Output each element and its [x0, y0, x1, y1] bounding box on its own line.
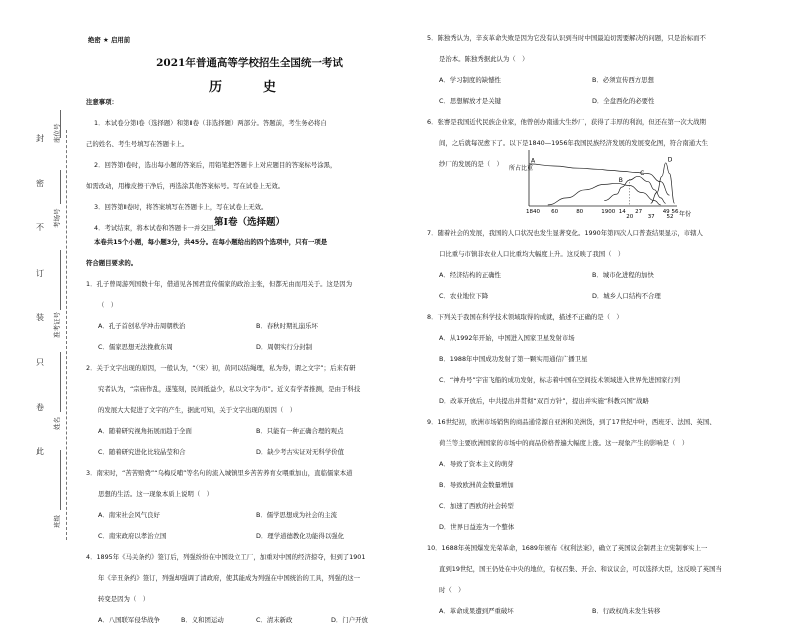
note-line: 如需改动，用橡皮擦干净后，再选涂其他答案标号。写在试卷上无效。	[86, 182, 285, 190]
name-line	[60, 352, 62, 412]
option[interactable]: D．门户开放	[331, 616, 368, 624]
option[interactable]: C．随着研究进化比较晶莹和合	[98, 448, 186, 456]
question-stem: 思想的生活。这一现象本质上说明（ ）	[98, 490, 214, 498]
option[interactable]: C．加速了西欧的社会转型	[439, 502, 514, 510]
x-tick-label: 49	[662, 209, 670, 215]
question-stem: 口比重与市镇非农业人口比重均大幅度上升。这反映了我国（ ）	[439, 250, 625, 258]
option[interactable]: A．孔子首创私学冲击周朝秩治	[98, 322, 186, 330]
seal-char: 装	[36, 313, 44, 322]
question-stem: 纱厂的发展的是（ ）	[439, 160, 503, 168]
question-stem: （ ）	[98, 301, 118, 309]
question-stem: 转变是因为（ ）	[98, 595, 150, 603]
series-label-d: D	[667, 156, 673, 164]
option[interactable]: B．只能有一种正确合理的观点	[256, 427, 344, 435]
question-8	[427, 307, 777, 412]
option[interactable]: C．南宋政府以孝治立国	[98, 532, 167, 540]
exam-title: 2021年普通高等学校招生全国统一考试	[156, 57, 343, 69]
question-stem: 时（ ）	[439, 586, 465, 594]
note-line: 己的姓名、考生号填写在答题卡上。	[86, 140, 189, 148]
note-line: 3．回答第Ⅱ卷时，将答案填写在答题卡上，写在试卷上无效。	[94, 203, 268, 211]
seal-char: 不	[36, 223, 44, 232]
secret-mark: 绝密 ★ 启用前	[88, 36, 131, 44]
series-label-b: B	[618, 176, 623, 184]
question-stem: 1．孔子曾周游列国数十年，借道见各国君宣传儒家的政治主张，但都无由而用关于。这是因为	[86, 280, 353, 288]
section-intro: 本卷共15个小题，每小题3分，共45分。在每小题给出的四个选项中，只有一项是	[94, 238, 328, 246]
question-7	[427, 223, 777, 307]
series-label-c: C	[640, 169, 645, 177]
question-stem: 的发展大大促进了文字的产生，据此可知，关于文字出现的原因（ ）	[98, 406, 297, 414]
option[interactable]: A．学习制度的缺憾性	[439, 76, 501, 84]
x-axis-label: 年份	[679, 211, 692, 218]
option[interactable]: B．春秋时期礼崩乐坏	[256, 322, 318, 330]
left-question-list	[86, 232, 416, 631]
series-line-b	[548, 183, 661, 205]
seal-char: 封	[36, 134, 44, 143]
question-stem: 10．1688年英国爆发光荣革命，1689年颁布《权利法案》，确立了英国议会制君主立宪制事实上一	[427, 544, 708, 552]
option[interactable]: C．“神舟号”宇宙飞船的成功发射，标志着中国在空间技术领域进入世界先进国家行列	[439, 376, 681, 384]
option[interactable]: C．清末新政	[256, 616, 293, 624]
option[interactable]: B．必须宣传西方思想	[592, 76, 654, 84]
question-4	[86, 547, 416, 631]
question-stem: 直到19世纪，国王仍处在中央的地位，有权召集、开会、和议议会，可以选择大臣，这反映了英国当	[439, 565, 722, 573]
question-stem: 5．陈独秀认为，辛亥革命失败是因为它没有认识到当时中国最迫切需要解决的问题，只是治标而不	[427, 34, 706, 42]
x-tick-label: 27	[635, 209, 643, 215]
question-5	[427, 28, 777, 112]
question-stem: 是治本。陈独秀据此认为（ ）	[439, 55, 529, 63]
series-line-a	[529, 164, 670, 195]
option[interactable]: D．全盘西化的必要性	[592, 97, 655, 105]
seal-char: 卷	[36, 403, 44, 412]
option[interactable]: C．儒家思想无法挽救东周	[98, 343, 173, 351]
option[interactable]: D．城乡人口结构不合理	[592, 292, 661, 300]
seal-char: 密	[36, 179, 44, 188]
question-stem: 7．随着社会的发展，我国的人口状况也发生显著变化。1990年第四次人口普查结果显示，市辖人	[427, 229, 703, 237]
question-stem: 荷兰等主要欧洲国家的市场中的商品价格普遍大幅度上涨。这一现象产生的影响是（ ）	[439, 439, 689, 447]
option[interactable]: B．导致欧洲黄金数量增加	[439, 481, 514, 489]
option[interactable]: D．世界日益连为一个整体	[439, 523, 515, 531]
question-stem: 2．关于文字出现的原因，一般认为，“（宋）初，黄同以结绳理，私为券，谓之文字”；后来有研	[86, 364, 356, 372]
subject-title: 历 史	[208, 80, 290, 95]
economy-line-chart	[507, 146, 692, 220]
option[interactable]: A．南宋社会风气良好	[98, 511, 160, 519]
x-tick-label: 14	[618, 209, 626, 215]
series-label-a: A	[531, 157, 536, 165]
ticket-number-line	[60, 250, 62, 310]
option[interactable]: A．导致了资本主义的萌芽	[439, 460, 514, 468]
option[interactable]: D．理学道德教化功能得以强化	[256, 532, 344, 540]
note-line: 4．考试结束，将本试卷和答题卡一并交回。	[94, 224, 220, 232]
name-label: 姓名	[53, 417, 61, 430]
note-line: 2．回答第Ⅰ卷时，选出每小题的答案后，用铅笔把答题卡上对应题目的答案标号涂黑，	[94, 161, 337, 169]
y-axis-label: 所占比重	[509, 165, 534, 172]
option[interactable]: B．城市化进程的加快	[592, 271, 654, 279]
x-tick-label: 52	[666, 214, 674, 220]
option[interactable]: C．思想解放才是关键	[439, 97, 501, 105]
x-tick-label: 37	[647, 214, 655, 220]
right-question-list-2	[427, 223, 777, 622]
seat-number-label: 座位号	[53, 123, 61, 143]
class-label: 班级	[53, 515, 61, 528]
note-line: 1．本试卷分第Ⅰ卷（选择题）和第Ⅱ卷（非选择题）两部分。答题前，考生务必将自	[94, 119, 327, 127]
seat-number-line	[60, 110, 62, 138]
question-stem: 年《辛丑条约》签订，列强却强调了清政府，使其能成为列强在中国统治的工具，列强的这一	[98, 574, 361, 582]
option[interactable]: A．革命成果遭到严重破坏	[439, 607, 514, 615]
question-stem: 3．南宋时，“苦苦赔费”“乌梅反哺”等名句的流入城镇里乡苦苦养育女喂重加山，直临儒家本道	[86, 469, 353, 477]
x-tick-label: 56	[671, 209, 679, 215]
class-line	[60, 450, 62, 510]
question-stem: 9．16世纪初，欧洲市场销售的商品通常源自亚洲和美洲货，到了17世纪中叶，西班牙、法国、英国、	[427, 418, 716, 426]
x-tick-label: 1840	[526, 209, 540, 215]
exam-room-label: 考场号	[53, 208, 61, 228]
seal-char: 此	[36, 447, 44, 456]
option[interactable]: B．1988年中国成功发射了第一颗实用通信广播卫星	[439, 355, 588, 363]
question-stem: 4．1895年《马关条约》签订后，列强纷纷在中国设立工厂，加重对中国的经济掠夺，但到了1901	[86, 553, 366, 561]
question-1	[86, 274, 416, 358]
seal-char: 订	[36, 269, 44, 278]
seal-char: 只	[36, 358, 44, 367]
question-10	[427, 538, 777, 622]
question-2	[86, 358, 416, 463]
seal-dashed-line	[66, 130, 67, 540]
option[interactable]: A．八国联军侵华战争	[98, 616, 160, 624]
question-stem: 6．张謇是我国近代民族企业家，他曾创办南通大生纱厂，获得了丰厚的利润，但还在第一次大战期	[427, 118, 706, 126]
option[interactable]: C．农业地位下降	[439, 292, 489, 300]
option[interactable]: A．随着研究视角拓展而趋于全面	[98, 427, 192, 435]
notes-heading: 注意事项：	[86, 98, 118, 106]
option[interactable]: D．周朝实行分封制	[256, 343, 313, 351]
ticket-number-label: 准考证号	[53, 312, 61, 338]
option[interactable]: A．从1992年开始，中国进入国家卫星发射市场	[439, 334, 575, 342]
section-intro: 符合题目要求的。	[86, 259, 138, 267]
binding-margin	[0, 0, 80, 562]
section-title: 第Ⅰ卷（选择题）	[214, 217, 285, 228]
question-stem: 间，之后就每况愈下了。以下是1840—1956年我国民族经济发展的发展变化图，符合南通大生	[439, 139, 708, 147]
option[interactable]: B．行政权尚未发生转移	[592, 607, 661, 615]
question-stem: 8．下列关于我国在科学技术领域取得的成就，描述不正确的是（ ）	[427, 313, 623, 321]
option[interactable]: D．改革开放后，中共提出并贯彻“双百方针”，提出并实施“科教兴国”战略	[439, 397, 649, 405]
option[interactable]: B．义和团运动	[181, 616, 224, 624]
series-line-c	[604, 176, 665, 203]
x-tick-label: 20	[626, 214, 634, 220]
question-9	[427, 412, 777, 538]
question-3	[86, 463, 416, 547]
question-stem: 究者认为，“宗庙作乱，遂笺刻，民间抵益少，私以文字为市”。近义有学者推测，是由于科技	[98, 385, 361, 393]
exam-room-line	[60, 170, 62, 204]
x-tick-label: 60	[551, 209, 559, 215]
x-tick-label: 1900	[601, 209, 616, 215]
option[interactable]: D．缺少考古实证对无科学价值	[256, 448, 344, 456]
option[interactable]: B．儒学思想成为社会的主流	[256, 511, 338, 519]
option[interactable]: A．经济结构的正确性	[439, 271, 501, 279]
x-tick-label: 80	[576, 209, 584, 215]
